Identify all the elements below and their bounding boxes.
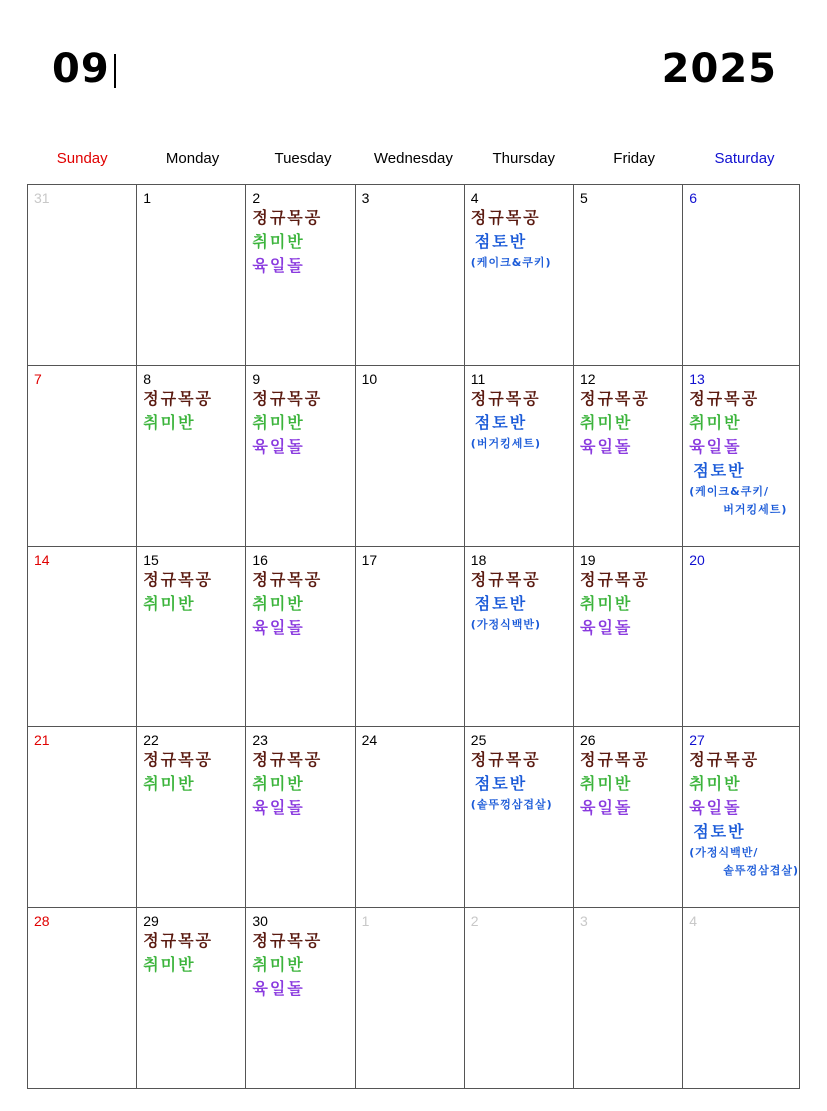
day-cell[interactable] [246,547,355,728]
day-number: 22 [143,732,159,749]
event-regular-woodwork: 정규목공 [252,208,323,227]
event-clay-class: 점토반 [474,412,528,432]
day-number: 7 [34,370,42,387]
event-regular-woodwork: 정규목공 [470,388,541,408]
day-number: 19 [580,551,596,568]
event-hobby-class: 취미반 [252,412,305,432]
event-yukildol: 육일돌 [252,979,305,999]
event-note: 솥뚜껑삼겹살) [723,864,799,878]
day-cell[interactable] [683,727,800,908]
weekday-header [27,150,800,174]
day-cell[interactable] [246,185,355,366]
day-number: 4 [470,190,479,206]
day-cell[interactable] [574,547,683,728]
day-cell[interactable] [574,185,683,366]
day-cell[interactable] [28,727,137,908]
event-regular-woodwork: 정규목공 [143,388,214,408]
day-number: 13 [689,370,705,387]
day-cell[interactable] [356,185,465,366]
event-hobby-class: 취미반 [689,412,742,432]
month-label: 09 [52,46,110,92]
event-yukildol: 육일돌 [580,798,633,818]
event-yukildol: 육일돌 [580,436,633,456]
day-number: 8 [143,370,151,387]
day-number: 3 [580,913,588,930]
day-cell[interactable] [246,727,355,908]
event-yukildol: 육일돌 [580,617,633,637]
day-cell[interactable] [137,727,246,908]
day-cell[interactable] [137,366,246,547]
event-note: 버거킹세트) [723,502,788,516]
day-cell[interactable] [574,366,683,547]
event-hobby-class: 취미반 [143,593,196,613]
event-hobby-class: 취미반 [580,774,633,794]
day-number: 1 [143,190,151,206]
event-yukildol: 육일돌 [689,436,742,456]
event-hobby-class: 취미반 [143,955,196,975]
event-hobby-class: 취미반 [252,593,305,613]
event-regular-woodwork: 정규목공 [689,388,760,408]
event-note: (케이크&쿠키/ [689,484,769,498]
event-clay-class: 점토반 [693,822,746,842]
day-cell[interactable] [28,366,137,547]
event-clay-class: 점토반 [474,232,528,251]
event-clay-class: 점토반 [474,593,528,613]
event-note: (케이크&쿠키) [470,256,552,269]
event-regular-woodwork: 정규목공 [580,388,650,408]
event-regular-woodwork: 정규목공 [252,931,323,951]
text-cursor [114,54,116,88]
event-yukildol: 육일돌 [252,798,305,818]
day-number: 20 [689,551,705,568]
event-hobby-class: 취미반 [580,412,633,432]
day-number: 31 [34,190,50,206]
event-hobby-class: 취미반 [252,232,305,251]
day-cell[interactable] [683,366,800,547]
day-cell[interactable] [356,366,465,547]
event-regular-woodwork: 정규목공 [580,750,650,770]
event-hobby-class: 취미반 [689,774,742,794]
day-number: 27 [689,732,705,749]
day-cell[interactable] [246,908,355,1089]
event-regular-woodwork: 정규목공 [143,750,214,770]
weekday-friday: Friday [613,150,655,167]
event-regular-woodwork: 정규목공 [143,931,214,951]
day-cell[interactable] [28,185,137,366]
day-cell[interactable] [356,908,465,1089]
event-yukildol: 육일돌 [252,617,305,637]
event-note: (가정식백반/ [689,846,759,860]
day-number: 25 [470,732,487,749]
event-yukildol: 육일돌 [689,798,742,818]
day-number: 24 [361,732,378,749]
event-regular-woodwork: 정규목공 [470,208,541,227]
day-cell[interactable] [137,547,246,728]
day-number: 1 [361,913,370,930]
day-cell[interactable] [465,727,574,908]
day-number: 18 [470,551,487,568]
day-number: 28 [34,913,50,930]
day-cell[interactable] [28,908,137,1089]
event-note: (버거킹세트) [470,436,541,450]
day-number: 26 [580,732,596,749]
weekday-monday: Monday [165,150,220,167]
day-cell[interactable] [683,547,800,728]
event-regular-woodwork: 정규목공 [470,569,541,589]
event-clay-class: 점토반 [474,774,528,794]
event-hobby-class: 취미반 [143,412,196,432]
weekday-saturday: Saturday [714,150,775,167]
day-cell[interactable] [137,908,246,1089]
day-number: 17 [361,551,378,568]
day-cell[interactable] [683,908,800,1089]
day-cell[interactable] [574,727,683,908]
day-number: 9 [252,370,261,387]
day-cell[interactable] [465,547,574,728]
year-label: 2025 [661,46,777,92]
day-cell[interactable] [356,547,465,728]
day-cell[interactable] [356,727,465,908]
day-number: 21 [34,732,50,749]
day-cell[interactable] [465,366,574,547]
day-number: 15 [143,551,159,568]
event-note: (솥뚜껑삼겹살) [470,798,553,812]
day-number: 3 [361,190,370,206]
day-cell[interactable] [574,908,683,1089]
day-number: 6 [689,190,697,206]
event-clay-class: 점토반 [693,460,746,480]
event-hobby-class: 취미반 [252,774,305,794]
event-hobby-class: 취미반 [252,955,305,975]
day-cell[interactable] [465,908,574,1089]
event-regular-woodwork: 정규목공 [470,750,541,770]
event-regular-woodwork: 정규목공 [689,750,760,770]
event-regular-woodwork: 정규목공 [580,569,650,589]
weekday-thursday: Thursday [492,150,556,167]
weekday-tuesday: Tuesday [274,150,332,167]
day-cell[interactable] [246,366,355,547]
weekday-wednesday: Wednesday [373,150,453,167]
day-cell[interactable] [137,185,246,366]
event-regular-woodwork: 정규목공 [252,388,323,408]
day-number: 2 [470,913,479,930]
day-number: 16 [252,551,268,568]
day-cell[interactable] [465,185,574,366]
day-cell[interactable] [28,547,137,728]
day-cell[interactable] [683,185,800,366]
day-number: 14 [34,551,50,568]
day-number: 11 [470,370,486,387]
event-regular-woodwork: 정규목공 [252,750,323,770]
day-number: 4 [689,913,697,930]
day-number: 12 [580,370,596,387]
day-number: 23 [252,732,268,749]
event-hobby-class: 취미반 [143,774,196,794]
calendar-grid [27,184,800,1089]
event-regular-woodwork: 정규목공 [252,569,323,589]
day-number: 5 [580,190,588,206]
event-note: (가정식백반) [470,617,541,631]
weekday-sunday: Sunday [56,150,108,167]
event-yukildol: 육일돌 [252,256,305,275]
day-number: 10 [361,370,378,387]
day-number: 29 [143,913,159,930]
event-yukildol: 육일돌 [252,436,305,456]
event-hobby-class: 취미반 [580,593,633,613]
day-number: 30 [252,913,268,930]
day-number: 2 [252,190,261,206]
event-regular-woodwork: 정규목공 [143,569,214,589]
